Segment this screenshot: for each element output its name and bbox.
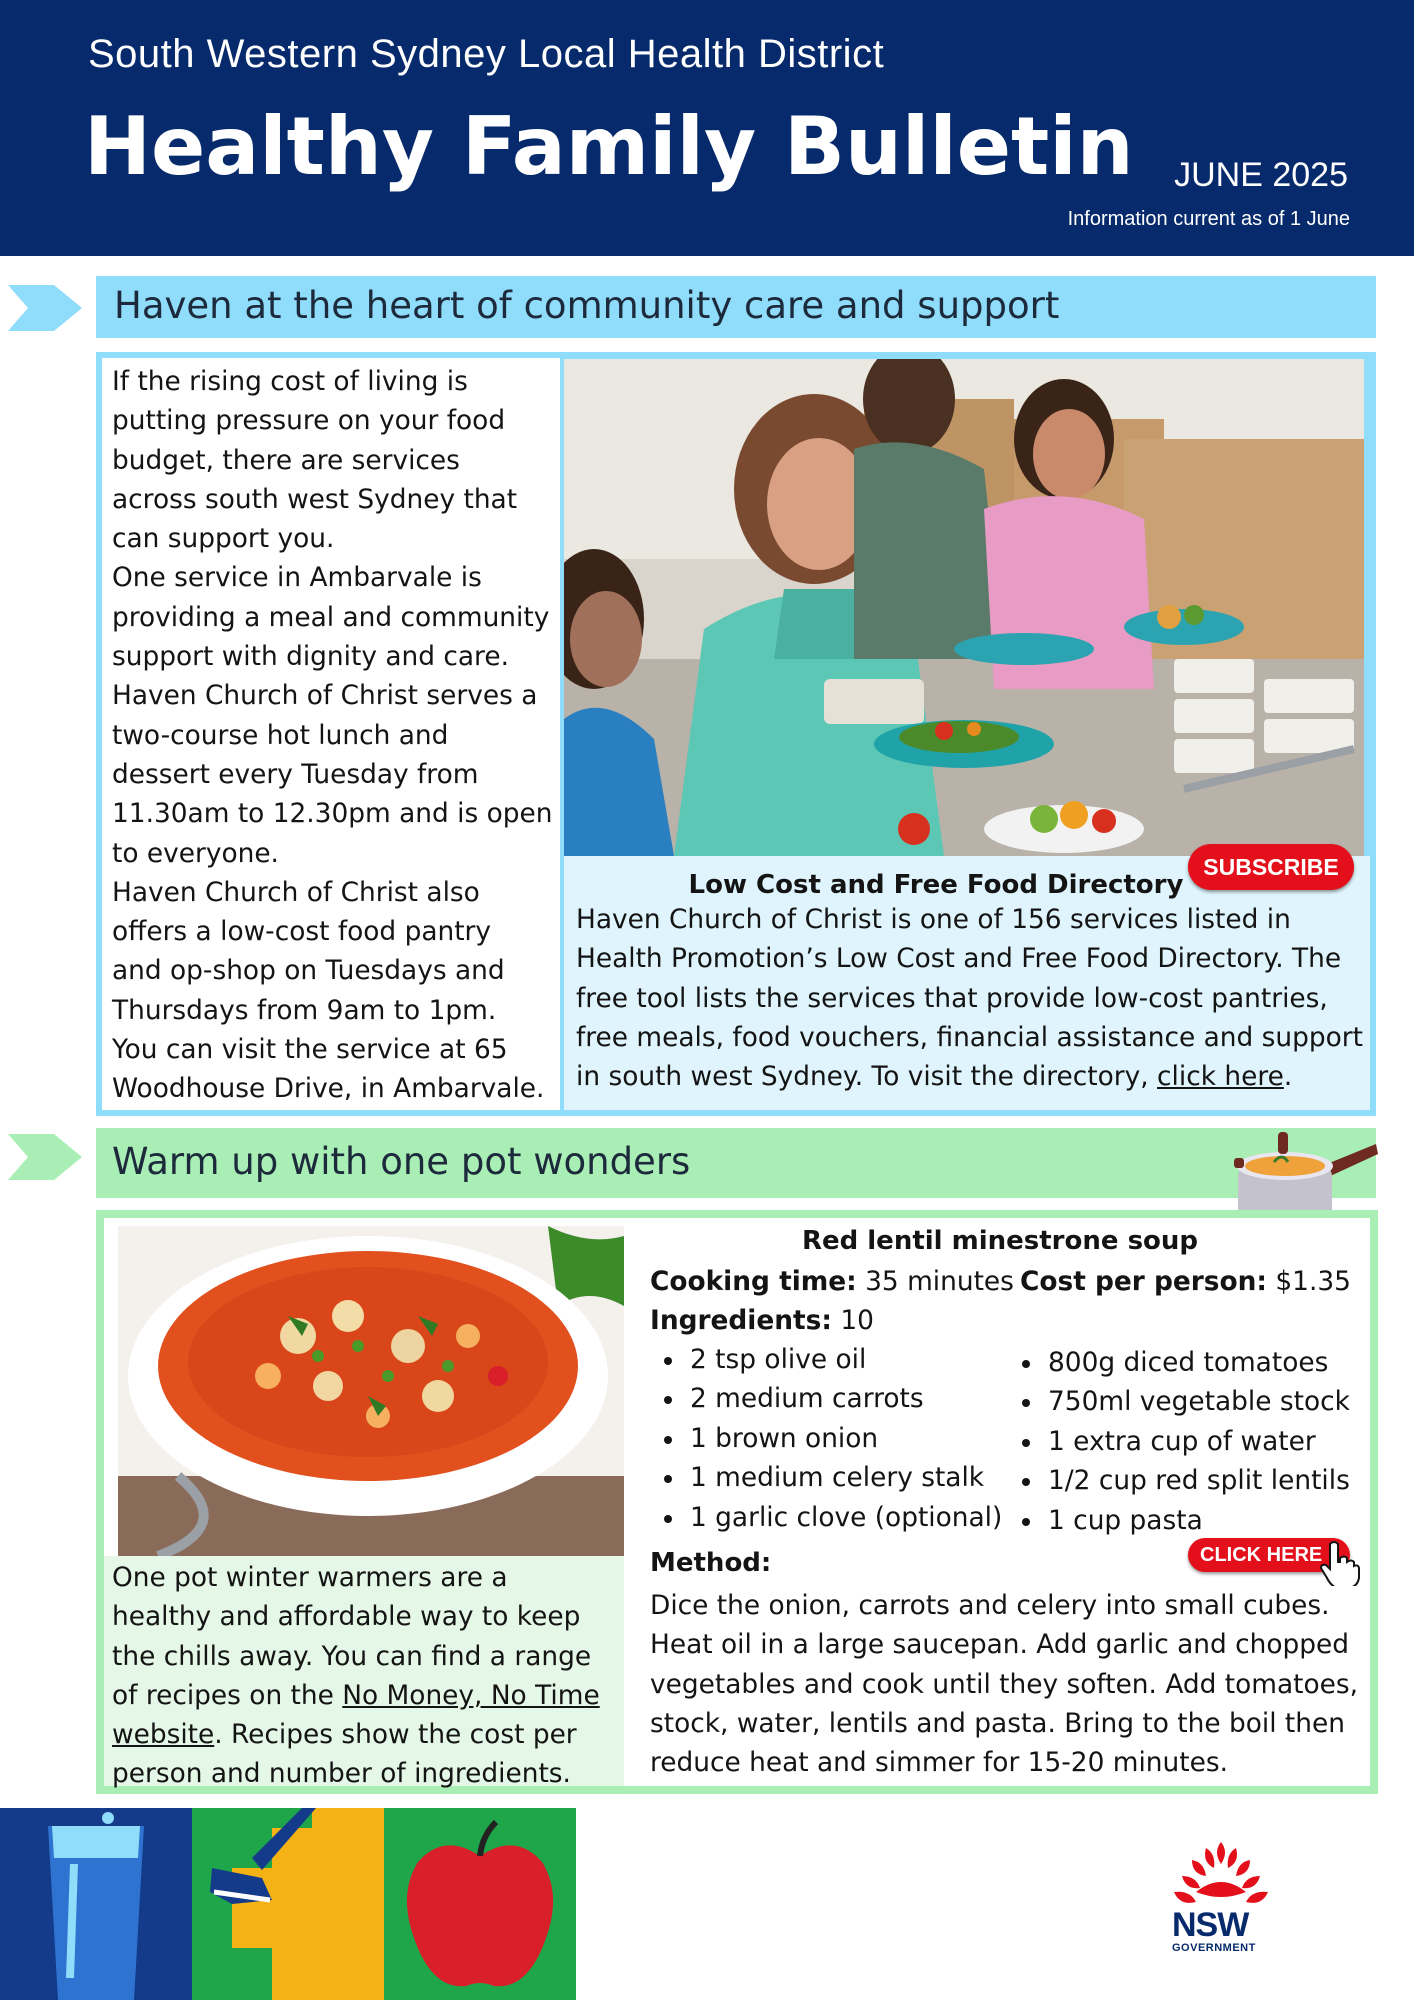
issue-date: JUNE 2025	[1174, 156, 1348, 194]
cost-per-person	[1020, 1266, 1351, 1297]
text-line: providing a meal and community	[112, 601, 550, 633]
list-item: 1 garlic clove (optional)	[656, 1498, 1002, 1537]
list-item: 750ml vegetable stock	[1014, 1382, 1350, 1421]
text-line: Health Promotion’s Low Cost and Free Food Directory. The	[576, 943, 1342, 975]
water-glass-icon	[0, 1808, 192, 2000]
text-line: two-course hot lunch and	[112, 719, 449, 751]
text-line: stock, water, lentils and pasta. Bring to the boil then	[650, 1707, 1345, 1739]
directory-click-here-link[interactable]: click here	[1157, 1061, 1284, 1093]
cooking-time-value: 35 minutes	[865, 1266, 1014, 1297]
ingredients-list-left	[656, 1340, 1002, 1537]
text-line: vegetables and cook until they soften. Add tomatoes,	[650, 1668, 1359, 1700]
header-banner	[0, 0, 1414, 256]
nsw-logo-subtext: GOVERNMENT	[1172, 1942, 1256, 1954]
text-line: support with dignity and care.	[112, 641, 509, 673]
section2-heading-band	[96, 1128, 1376, 1198]
text-line: and op-shop on Tuesdays and	[112, 955, 505, 987]
apple-icon	[384, 1808, 576, 2000]
organisation-name: South Western Sydney Local Health District	[88, 32, 885, 76]
text-line: One service in Ambarvale is	[112, 562, 482, 594]
ingredients-heading	[650, 1305, 874, 1336]
list-item: 1 extra cup of water	[1014, 1422, 1350, 1461]
text-line: One pot winter warmers are a	[112, 1562, 508, 1593]
section-arrow-icon	[8, 1134, 82, 1180]
method-label: Method:	[650, 1548, 772, 1578]
section1-heading-band	[96, 276, 1376, 338]
text-line: Heat oil in a large saucepan. Add garlic and chopped	[650, 1629, 1350, 1661]
text-line: Dice the onion, carrots and celery into small cubes.	[650, 1590, 1330, 1621]
text-line: You can visit the service at 65	[112, 1034, 508, 1066]
text-line: reduce heat and simmer for 15-20 minutes.	[650, 1747, 1228, 1779]
list-item: 1/2 cup red split lentils	[1014, 1461, 1350, 1500]
list-item: 2 medium carrots	[656, 1379, 1002, 1418]
cooking-time-label: Cooking time:	[650, 1266, 857, 1297]
cooking-time	[650, 1266, 1014, 1297]
text-line: budget, there are services	[112, 444, 460, 476]
bulletin-title: Healthy Family Bulletin	[84, 100, 1134, 193]
method-text	[650, 1586, 1370, 1782]
text-line: healthy and affordable way to keep	[112, 1601, 581, 1633]
text-line: offers a low-cost food pantry	[112, 916, 492, 948]
text-line: Haven Church of Christ also	[112, 876, 480, 908]
text-line: putting pressure on your food	[112, 405, 506, 437]
text-line: can support you.	[112, 523, 335, 555]
no-money-no-time-link-cont[interactable]: website	[112, 1719, 215, 1751]
text-line: Haven Church of Christ serves a	[112, 680, 538, 712]
pointer-hand-icon	[1318, 1540, 1360, 1586]
info-current-note: Information current as of 1 June	[1067, 208, 1350, 230]
nsw-logo-text: NSW	[1172, 1906, 1249, 1944]
list-item: 2 tsp olive oil	[656, 1340, 1002, 1379]
one-pot-intro-text	[112, 1558, 620, 1794]
text-line: . Recipes show the cost per	[214, 1719, 577, 1751]
text-line: If the rising cost of living is	[112, 366, 468, 397]
section2-heading: Warm up with one pot wonders	[112, 1140, 691, 1183]
text-punctuation: .	[1283, 1061, 1293, 1093]
list-item: 1 brown onion	[656, 1419, 1002, 1458]
text-line: free tool lists the services that provide low-cost pantries,	[576, 982, 1328, 1014]
ingredients-label: Ingredients:	[650, 1305, 832, 1336]
text-line: Woodhouse Drive, in Ambarvale.	[112, 1073, 545, 1105]
cost-label: Cost per person:	[1020, 1266, 1267, 1297]
text-line: Haven Church of Christ is one of 156 services listed in	[576, 904, 1291, 935]
text-line: in south west Sydney. To visit the directory,	[576, 1061, 1158, 1093]
one-pot-intro-panel	[104, 1556, 624, 1790]
directory-text	[576, 900, 1366, 1096]
ingredients-list-right	[1014, 1343, 1350, 1540]
text-line: to everyone.	[112, 837, 279, 869]
list-item: 1 cup pasta	[1014, 1501, 1350, 1540]
text-line: of recipes on the	[112, 1679, 343, 1711]
section1-left-text	[112, 362, 560, 1109]
text-line: person and number of ingredients.	[112, 1758, 571, 1790]
subscribe-button[interactable]: SUBSCRIBE	[1188, 844, 1354, 890]
volunteers-serving-food-photo	[564, 359, 1364, 856]
directory-title: Low Cost and Free Food Directory	[688, 870, 1184, 900]
text-line: the chills away. You can find a range	[112, 1640, 592, 1672]
text-line: across south west Sydney that	[112, 483, 518, 515]
section-arrow-icon	[8, 285, 82, 331]
ingredients-count: 10	[840, 1305, 874, 1336]
text-line: free meals, food vouchers, financial assistance and support	[576, 1021, 1363, 1053]
stairs-shoe-icon	[192, 1808, 384, 2000]
text-line: dessert every Tuesday from	[112, 758, 479, 790]
click-here-button[interactable]: CLICK HERE	[1188, 1538, 1350, 1572]
no-money-no-time-link[interactable]: No Money, No Time	[342, 1679, 600, 1711]
food-directory-panel	[564, 856, 1370, 1110]
section1-left-panel	[102, 358, 560, 1110]
minestrone-soup-photo	[118, 1226, 624, 1556]
list-item: 1 medium celery stalk	[656, 1458, 1002, 1497]
list-item: 800g diced tomatoes	[1014, 1343, 1350, 1382]
text-line: Thursdays from 9am to 1pm.	[112, 994, 497, 1026]
section1-heading: Haven at the heart of community care and support	[114, 284, 1060, 327]
cost-value: $1.35	[1275, 1266, 1351, 1297]
recipe-title: Red lentil minestrone soup	[801, 1226, 1199, 1256]
text-line: 11.30am to 12.30pm and is open	[112, 798, 553, 830]
